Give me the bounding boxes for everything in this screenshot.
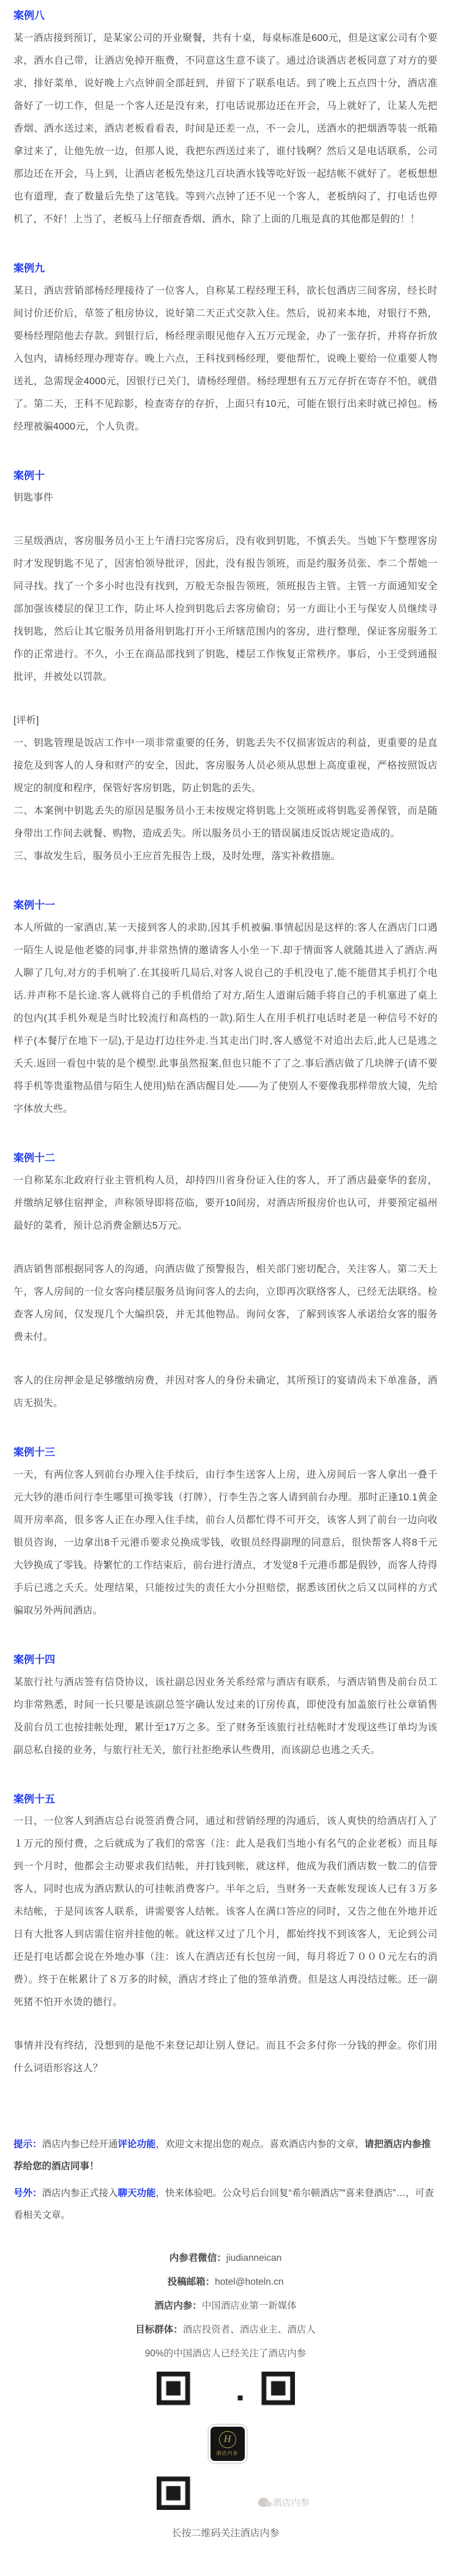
qr-watermark <box>258 2496 309 2509</box>
case-paragraph: 某一酒店接到预订，是某家公司的开业聚餐，共有十桌，每桌标准是600元，但是这家公司有个要求，酒水自己带，让酒店免掉开瓶费，不同意这生意不谈了。通过洽谈酒店老板同意了对方的要求，排好菜单，说好晚上六点钟前全部赶到，并留下了联系电话。到了晚上五点四十分，酒店准备好了一切工作，但是一个客人还是没有来，打电话说那边还在开会，马上就好了，让某人先把香烟、酒水送过来，酒店老板看看表，时间是还差一点，不一会儿，送酒水的把烟酒等装一纸箱拿过来了，让他先放一边，但那人说，我把东西送过来了，谁付钱啊？然后又是电话联系，公司那边还在开会，马上到，让酒店老板先垫这几百块酒水钱等吃好饭一起结帐不就好了。老板想想也有道理，查了数量后先垫了这笔钱。等到六点钟了还不见一个客人，老板纳闷了，打电话也停机了，不好！上当了，老板马上仔细查香烟、酒水，除了上面的几瓶是真的其他都是假的！！ <box>13 32 438 225</box>
wechat-icon <box>258 2498 269 2507</box>
tips-block <box>13 2134 438 2227</box>
brand-logo <box>209 2425 247 2463</box>
case-paragraph: 某日，酒店营销部杨经理接待了一位客人，自称某工程经理王科，欲长包酒店三间客房，经长时间讨价还价后，草签了租房协议，说好第二天正式交款入住。然后，说初来本地，对银行不熟，要杨经理陪他去存款。到银行后，杨经理亲眼见他存入五万元现金，办了一张存折，并将存折放入包内，请杨经理办理寄存。晚上六点，王科找到杨经理，要他帮忙，说晚上要给一位重要人物送礼，急需现金4000元，因银行已关门，请杨经理借。杨经理想有五万元存折在寄存不怕，就借了。第二天，王科不见踪影，检查寄存的存折，上面只有10元，可能在银行出来时就已掉包。杨经理被骗4000元，个人负责。 <box>13 285 438 432</box>
qr-caption: 长按二维码关注酒店内参 <box>171 2528 280 2539</box>
case-paragraph: 事情并没有终结，没想到的是他不来登记却让别人登记。而且不会多付你一分钱的押金。你们用什么词语形容这人？ <box>13 2041 438 2074</box>
contact-line <box>13 2348 438 2360</box>
case-paragraph: 某旅行社与酒店签有信贷协议，该社副总因业务关系经常与酒店有联系，与酒店销售及前台员工均非常熟悉，时间一长只要是该副总签字确认发过来的订房传真，即使没有加盖旅行社公章销售及前台员工也按挂帐处理，累计至17万之多。至了财务至该旅行社结帐时才发现这些订单均为该副总私自接的业务，与旅行社无关，旅行社拒绝承认些费用，而该副总也逃之夭夭。 <box>13 1677 438 1755</box>
tip-text: 请把酒店内参推荐给您的酒店同事！ <box>13 2139 431 2172</box>
contact-line <box>13 2252 438 2265</box>
contact-value: 90%的中国酒店人已经关注了酒店内参 <box>144 2348 307 2359</box>
brand-logo-label: 酒店内参 <box>216 2451 239 2457</box>
case-paragraph: 一天，有两位客人到前台办理入住手续后，由行李生送客人上房，进入房间后一客人拿出一叠千元大钞的港币问行李生哪里可换零钱（打牌），行李生告之客人请到前台办理。那时正逢10.1黄金周开房率高，很多客人正在办理入住手续，前台人员都忙得不可开交，该客人到了前台一边向收银员咨询，一边拿出8千元港币要求兑换成零钱，收银员经得副理的同意后，很快帮客人将8千元大钞换成了零钱。待繁忙的工作结束后，前台进行清点，才发觉8千元港币都是假钞，而客人待得手后已逃之夭夭。处理结果，只能按过失的责任大小分担赔偿，据悉该团伙之后又以同样的方式骗取另外两间酒店。 <box>13 1469 438 1616</box>
case-paragraph: 酒店销售部根据同客人的沟通，向酒店做了预警报告，相关部门密切配合，关注客人。第二天上午，客人房间的一位女客向楼层服务员询问客人的去向，立即再次联络客人，已经无法联络。检查客人房间，仅发现几个大编织袋，并无其他物品。询问女客，了解到该客人承诺给女客的服务费未付。 <box>13 1264 438 1342</box>
case-paragraph: 一日，一位客人到酒店总台说签消费合同，通过和营销经理的沟通后，该人爽快的给酒店打入了１万元的预付费，之后就成为了我们的常客（注：此人是我们当地小有名气的企业老板）而且每到一个月时，他都会主动要求我们结帐，并打钱到帐，就这样，他成为我们酒店数一数二的信誉客人，同时也成为酒店默认的可挂帐消费客户。半年之后，当财务一天查帐发现该人已有３万多未结帐，于是同该客人联系，讲需要客人结帐。该客人在满口答应的同时，又告之他在外地并近日有大批客人到店需住宿并挂他的帐。就这样又过了几个月，都始终找不到该客人，无论到公司还是打电话都会说在外地办事（注：该人在酒店还有长包房一间，每月将近７０００元左右的消费）。终于在帐累计了８万多的时候，酒店才终止了他的签单消费。但是这人再没结过帐。还一副死猪不怕开水烫的德行。 <box>13 1816 438 2008</box>
tip-label: 提示： <box>13 2139 42 2150</box>
case-paragraph: 三星级酒店，客房服务员小王上午清扫完客房后，没有收到钥匙，不慎丢失。当她下午整理客房时才发现钥匙不见了，因害怕领导批评，因此，没有报告领班，而是约服务员张、李二个帮她一同寻找。找了一个多小时也没有找到，万般无奈报告领班，领班报告主管。主管一方面通知安全部加强该楼层的保卫工作，防止坏人捡到钥匙后去客房偷窃；另一方面让小王与保安人员继续寻找钥匙，然后让其它服务员用备用钥匙打开小王所辖范围内的客房，进行整理，保证客房服务工作的正常进行。不久，小王在商品部找到了钥匙，楼层工作恢复正常秩序。事后，小王受到通报批评，并被处以罚款。 <box>13 536 438 683</box>
tip-text: 酒店内参已经开通 <box>42 2139 118 2150</box>
case-title: 案例十四 <box>13 1653 55 1666</box>
tip-link[interactable]: 评论功能 <box>117 2139 156 2150</box>
qr-section <box>13 2372 438 2539</box>
tip-text: ，欢迎文末提出您的观点。喜欢酒店内参的文章， <box>155 2139 365 2150</box>
article-body <box>13 9 438 2080</box>
case-title: 案例十二 <box>13 1152 55 1164</box>
tip-text: 酒店内参正式接入 <box>42 2188 118 2199</box>
contact-label: 内参君微信： <box>169 2253 226 2264</box>
qr-code[interactable] <box>157 2372 310 2514</box>
contact-value: hotel@hoteln.cn <box>215 2277 284 2288</box>
case-title: 案例十 <box>13 469 45 482</box>
case-paragraph: 一、钥匙管理是饭店工作中一项非常重要的任务，钥匙丢失不仅损害饭店的利益，更重要的是直接危及到客人的人身和财产的安全，因此，客房服务人员必须从思想上高度重视，严格按照饭店规定的制度和程序，保管好客房钥匙，防止钥匙的丢失。 <box>13 738 438 794</box>
case-title: 案例十一 <box>13 899 55 912</box>
tip-link[interactable]: 聊天功能 <box>117 2188 156 2199</box>
case-paragraph: 本人所做的一家酒店,某一天接到客人的求助,因其手机被骗.事情起因是这样的:客人在酒店门口遇一陌生人说是他老婆的同事,并非常热情的邀请客人小坐一下.却于情面客人就随其进入了酒店.两人聊了几句,对方的手机响了.在其接听几局后,对客人说自己的手机没电了,能不能借其手机打个电话.并声称不是长途.客人就将自己的手机借给了对方,陌生人道谢后随手将自己的手机塞进了桌上的包内(其手机外观是当时比较流行和高档的一款).陌生人在用手机打电话时老是一种信号不好的样子(本餐厅在地下一层),于是边打边往外走.当其走出门时,客人感觉不对追出去后,此人已是逃之夭夭.返回一看包中装的是个模型.此事虽然报案,但也只能不了了之.事后酒店做了几块牌子(请不要将手机等贵重物品借与陌生人使用)贴在酒店醒目处.——为了使别人不要像我那样带放大镜，先给字体放大些。 <box>13 923 438 1115</box>
contact-label: 酒店内参： <box>154 2301 202 2312</box>
case-paragraph: 一自称某东北政府行业主管机构人员，却持四川省身份证入住的客人，开了酒店最豪华的套房，并缴纳足够住宿押金，声称领导即将莅临，要开10间房，对酒店所报房价也认可，并要预定福州最好的菜肴，预计总消费金额达5万元。 <box>13 1175 438 1231</box>
contact-line <box>13 2300 438 2312</box>
brand-monogram-icon: H <box>219 2431 236 2448</box>
case-title: 案例十五 <box>13 1793 55 1805</box>
qr-watermark-label: 酒店内参 <box>272 2498 310 2509</box>
case-paragraph: [评析] <box>13 715 39 726</box>
contact-line <box>13 2324 438 2336</box>
tip-line <box>13 2183 438 2227</box>
tip-text: ，快来体验吧。公众号后台回复“希尔顿酒店”“喜来登酒店”…，可查看相关文章。 <box>13 2188 434 2221</box>
case-paragraph: 三、事故发生后，服务员小王应首先报告上级，及时处理，落实补救措施。 <box>13 851 341 862</box>
contact-label: 投稿邮箱： <box>167 2277 215 2288</box>
case-title: 案例八 <box>13 10 45 21</box>
tip-line <box>13 2134 438 2178</box>
tip-label: 号外： <box>13 2188 42 2199</box>
case-title: 案例九 <box>13 262 45 274</box>
case-title: 案例十三 <box>13 1446 55 1458</box>
contact-label: 目标群体： <box>135 2325 183 2336</box>
case-paragraph: 钥匙事件 <box>13 493 53 504</box>
contact-line <box>13 2276 438 2288</box>
contact-value: 中国酒店业第一新媒体 <box>201 2301 297 2312</box>
contact-block <box>13 2252 438 2360</box>
case-paragraph: 客人的住房押金是足够缴纳房费，并因对客人的身份未确定，其所预订的宴请尚未下单准备，酒店无损失。 <box>13 1375 438 1409</box>
contact-value: 酒店投资者、酒店业主、酒店人 <box>182 2325 316 2336</box>
case-paragraph: 二、本案例中钥匙丢失的原因是服务员小王未按规定将钥匙上交领班或将钥匙妥善保管，而是随身带出工作间去就餐、购物，造成丢失。所以服务员小王的错误属违反饭店规定造成的。 <box>13 806 438 839</box>
contact-value: jiudianneican <box>226 2253 282 2264</box>
